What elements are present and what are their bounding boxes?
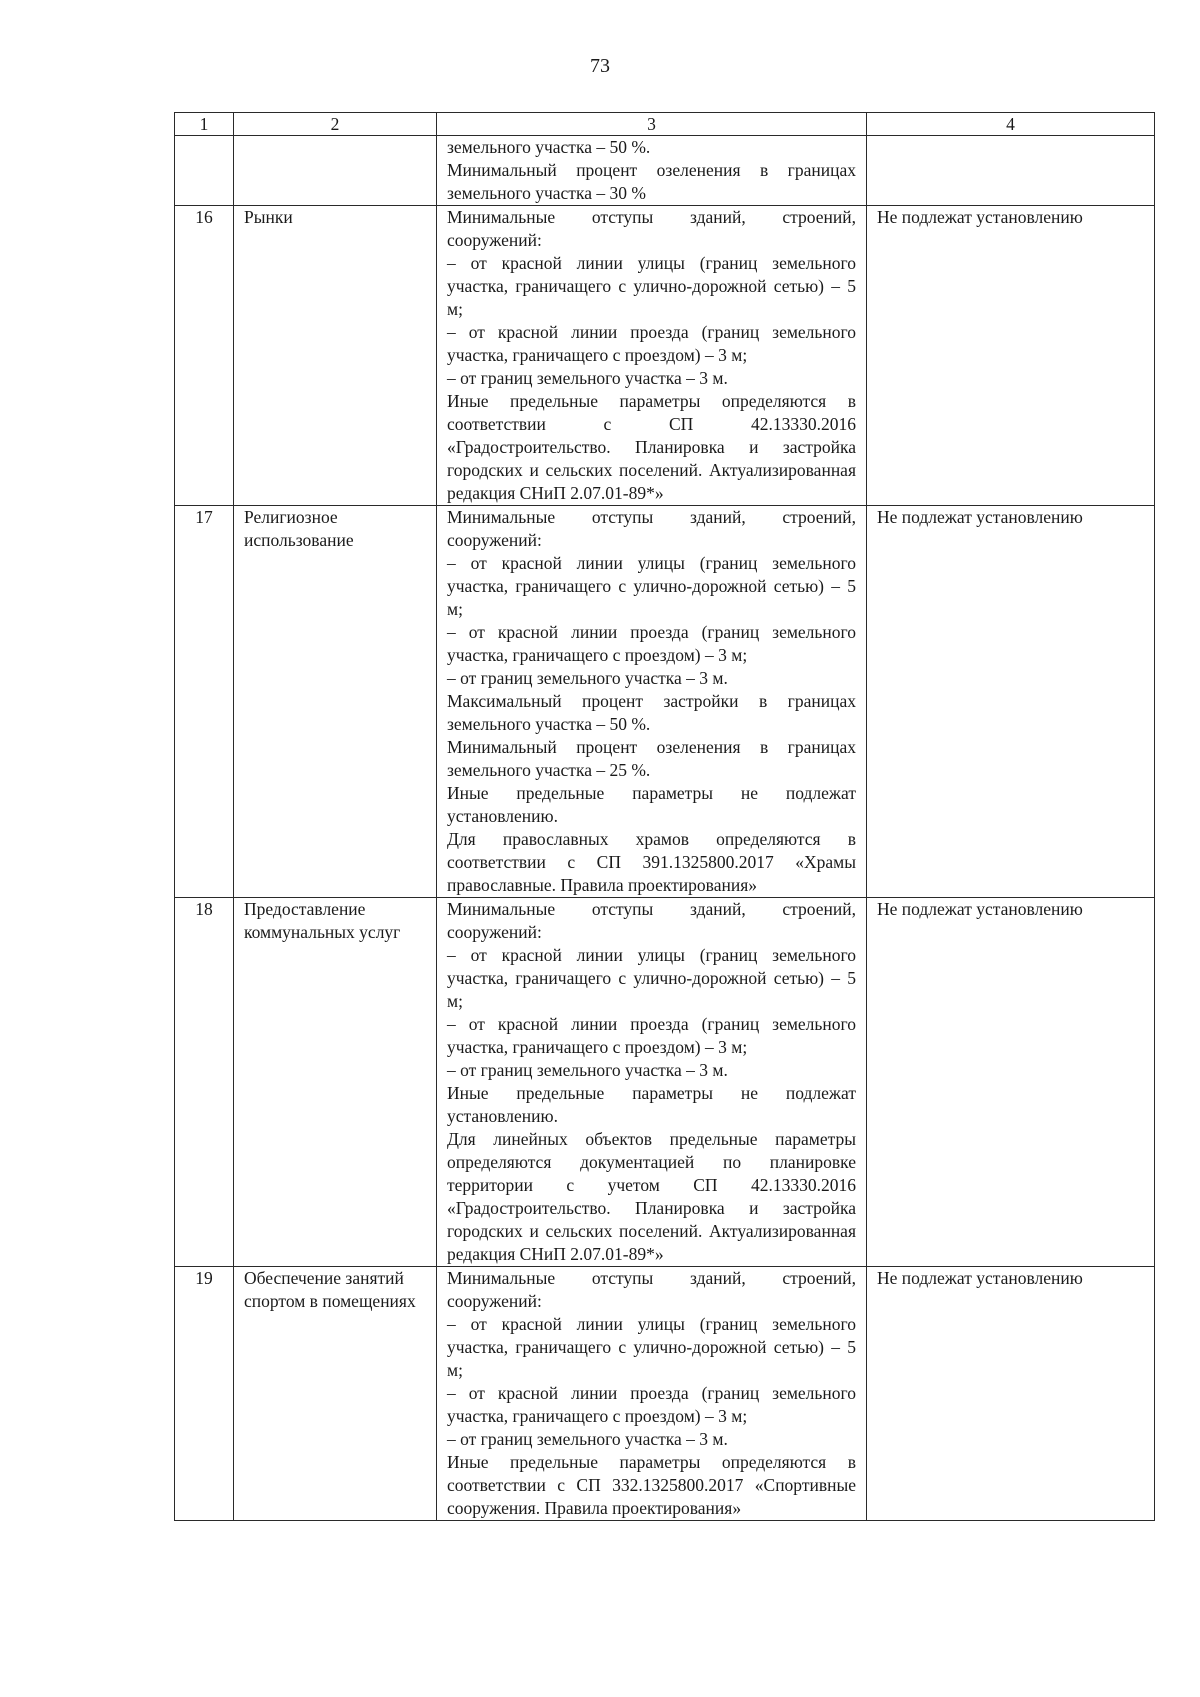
parameter-paragraph: Для православных храмов определяются в соответствии с СП 391.1325800.2017 «Храмы православные. Правила проектирования» [447, 829, 856, 895]
restrictions-cell: Не подлежат установлению [867, 898, 1155, 1267]
parameter-paragraph: – от красной линии улицы (границ земельного участка, граничащего с улично-дорожной сетью) – 5 м; [447, 1314, 856, 1380]
parameter-paragraph: – от границ земельного участка – 3 м. [447, 1060, 728, 1080]
parameter-paragraph: Иные предельные параметры не подлежат установлению. [447, 1083, 856, 1126]
parameter-paragraph: земельного участка – 50 %. [447, 137, 651, 157]
parameter-paragraph: – от границ земельного участка – 3 м. [447, 1429, 728, 1449]
parameter-paragraph: Минимальный процент озеленения в границах земельного участка – 30 % [447, 160, 856, 203]
restrictions-cell [867, 136, 1155, 206]
parameters-cell [437, 136, 867, 206]
parameters-cell [437, 506, 867, 898]
permitted-use-cell: Предоставление коммунальных услуг [234, 898, 437, 1267]
table-row-continuation [175, 136, 1155, 206]
parameter-paragraph: – от границ земельного участка – 3 м. [447, 368, 728, 388]
parameter-paragraph: Минимальные отступы зданий, строений, сооружений: [447, 507, 856, 550]
parameter-paragraph: – от красной линии улицы (границ земельного участка, граничащего с улично-дорожной сетью) – 5 м; [447, 253, 856, 319]
row-number-cell: 18 [175, 898, 234, 1267]
parameters-cell [437, 1267, 867, 1521]
parameter-paragraph: – от красной линии проезда (границ земельного участка, граничащего с проездом) – 3 м; [447, 1014, 856, 1057]
table-row [175, 1267, 1155, 1521]
permitted-use-cell: Религиозное использование [234, 506, 437, 898]
row-number-cell: 17 [175, 506, 234, 898]
parameter-paragraph: Минимальные отступы зданий, строений, сооружений: [447, 1268, 856, 1311]
column-header-4: 4 [867, 113, 1155, 136]
parameters-cell [437, 206, 867, 506]
parameter-paragraph: Минимальный процент озеленения в границах земельного участка – 25 %. [447, 737, 856, 780]
table-row [175, 506, 1155, 898]
parameter-paragraph: Иные предельные параметры определяются в соответствии с СП 332.1325800.2017 «Спортивные сооружения. Правила проектирования» [447, 1452, 856, 1518]
table-row [175, 206, 1155, 506]
permitted-use-cell: Обеспечение занятий спортом в помещениях [234, 1267, 437, 1521]
zoning-parameters-table [174, 112, 1155, 1521]
parameters-cell [437, 898, 867, 1267]
row-number-cell [175, 136, 234, 206]
parameter-paragraph: – от границ земельного участка – 3 м. [447, 668, 728, 688]
parameter-paragraph: Минимальные отступы зданий, строений, сооружений: [447, 899, 856, 942]
row-number-cell: 16 [175, 206, 234, 506]
row-number-cell: 19 [175, 1267, 234, 1521]
parameter-paragraph: Для линейных объектов предельные параметры определяются документацией по планировке территории с учетом СП 42.13330.2016 «Градостроительство. Планировка и застройка городских и сельских поселений. Актуализированная редакция СНиП 2.07.01-89*» [447, 1129, 856, 1264]
parameter-paragraph: Иные предельные параметры определяются в соответствии с СП 42.13330.2016 «Градостроительство. Планировка и застройка городских и сельских поселений. Актуализированная редакция СНиП 2.07.01-89*» [447, 391, 856, 503]
parameter-paragraph: Иные предельные параметры не подлежат установлению. [447, 783, 856, 826]
parameter-paragraph: – от красной линии улицы (границ земельного участка, граничащего с улично-дорожной сетью) – 5 м; [447, 553, 856, 619]
column-header-2: 2 [234, 113, 437, 136]
restrictions-cell: Не подлежат установлению [867, 1267, 1155, 1521]
parameter-paragraph: Минимальные отступы зданий, строений, сооружений: [447, 207, 856, 250]
parameter-paragraph: – от красной линии проезда (границ земельного участка, граничащего с проездом) – 3 м; [447, 1383, 856, 1426]
parameter-paragraph: Максимальный процент застройки в границах земельного участка – 50 %. [447, 691, 856, 734]
table-header-row [175, 113, 1155, 136]
restrictions-cell: Не подлежат установлению [867, 506, 1155, 898]
column-header-3: 3 [437, 113, 867, 136]
column-header-1: 1 [175, 113, 234, 136]
parameter-paragraph: – от красной линии улицы (границ земельного участка, граничащего с улично-дорожной сетью) – 5 м; [447, 945, 856, 1011]
parameter-paragraph: – от красной линии проезда (границ земельного участка, граничащего с проездом) – 3 м; [447, 322, 856, 365]
restrictions-cell: Не подлежат установлению [867, 206, 1155, 506]
permitted-use-cell: Рынки [234, 206, 437, 506]
parameter-paragraph: – от красной линии проезда (границ земельного участка, граничащего с проездом) – 3 м; [447, 622, 856, 665]
permitted-use-cell [234, 136, 437, 206]
table-row [175, 898, 1155, 1267]
page-number: 73 [590, 55, 610, 77]
